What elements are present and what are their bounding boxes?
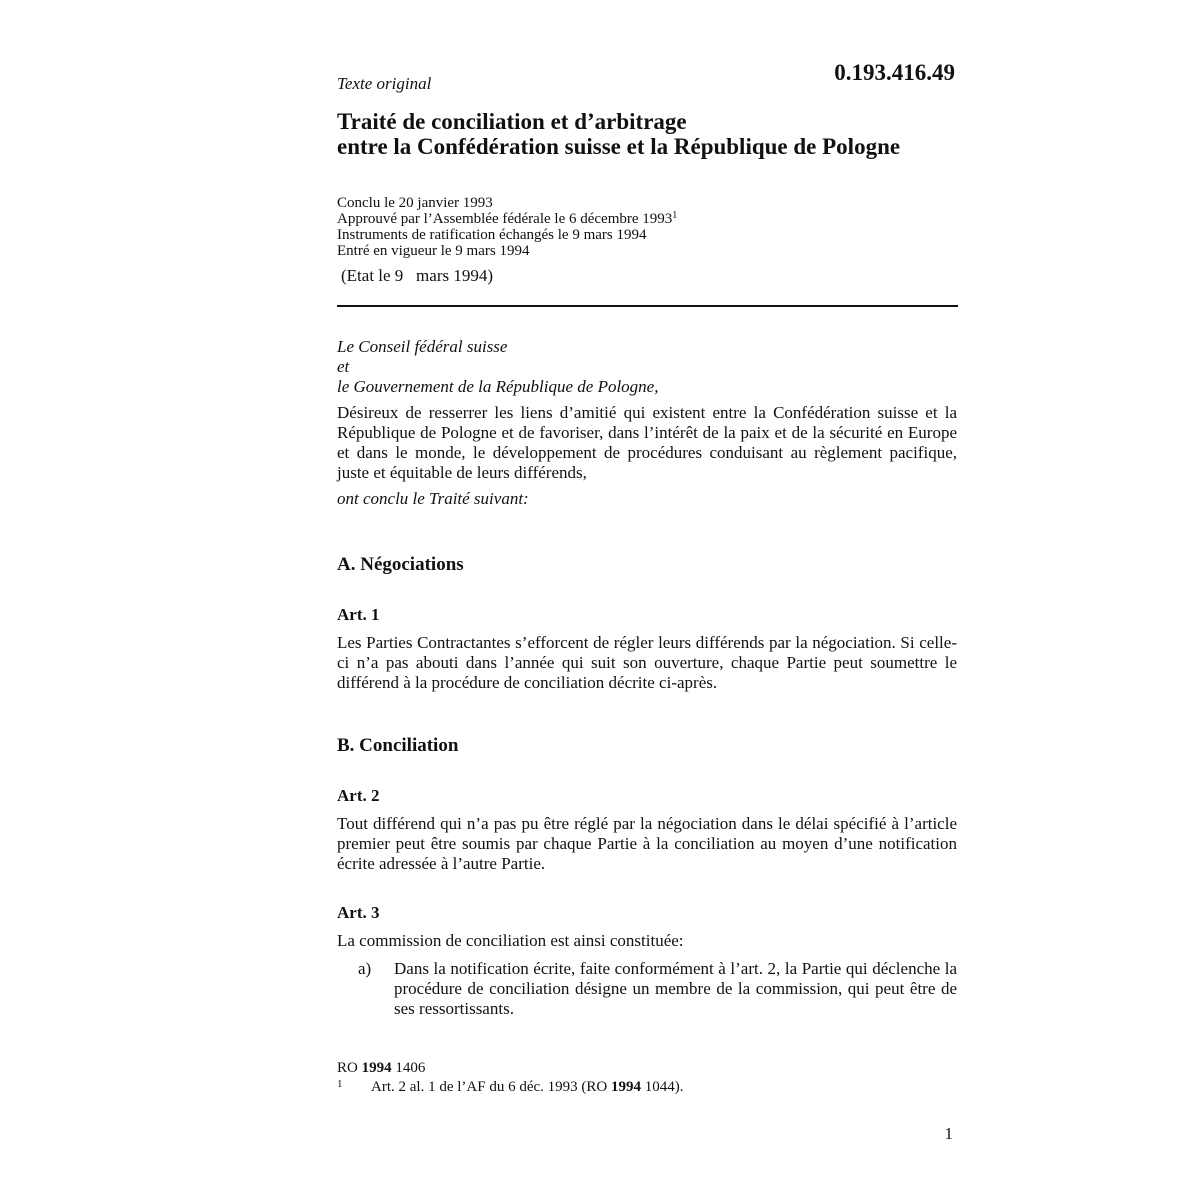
header-divider xyxy=(337,305,958,307)
preamble-body: Désireux de resserrer les liens d’amitié qui existent entre la Confédération suisse et la République de Pologne et de favoriser, dans l’intérêt de la paix et de la sécurité en Europe et dans le monde, le développement de procédures conduisant au règlement pacifique, juste et équitable de leurs différends, xyxy=(337,403,957,482)
article-2-heading: Art. 2 xyxy=(337,786,380,805)
article-1-text: Les Parties Contractantes s’efforcent de régler leurs différends par la négociation. Si celle-ci n’a pas abouti dans l’année qui suit son ouverture, chaque Partie peut soumettre le différend à la procédure de conciliation décrite ci-après. xyxy=(337,633,957,692)
section-a-heading: A. Négociations xyxy=(337,554,464,575)
footnote-1-text-part-b: 1044). xyxy=(644,1079,684,1095)
ro-page: 1406 xyxy=(395,1060,426,1076)
title-line-2: entre la Confédération suisse et la République de Pologne xyxy=(337,134,901,159)
ro-year: 1994 xyxy=(361,1060,392,1076)
sr-number: 0.193.416.49 xyxy=(834,60,955,85)
party-poland: le Gouvernement de la République de Pologne, xyxy=(337,377,659,396)
footnote-1-year: 1994 xyxy=(610,1079,641,1095)
party-swiss: Le Conseil fédéral suisse xyxy=(337,337,508,356)
preamble xyxy=(337,337,957,509)
article-3-intro: La commission de conciliation est ainsi constituée: xyxy=(337,931,684,950)
page-number: 1 xyxy=(944,1124,953,1143)
list-item-text: Dans la notification écrite, faite conformément à l’art. 2, la Partie qui déclenche la procédure de conciliation désigne un membre de la commission, qui peut être de ses ressortissants. xyxy=(394,959,957,1018)
article-1-heading: Art. 1 xyxy=(337,605,380,624)
treaty-title xyxy=(337,109,977,159)
footnote-ref-1[interactable]: 1 xyxy=(672,210,678,221)
title-line-1: Traité de conciliation et d’arbitrage xyxy=(337,109,687,134)
footnotes xyxy=(337,1059,683,1097)
preamble-closing: ont conclu le Traité suivant: xyxy=(337,489,529,508)
article-3-heading: Art. 3 xyxy=(337,903,380,922)
footnote-1 xyxy=(337,1078,683,1097)
party-conjunction: et xyxy=(337,357,350,376)
original-text-label: Texte original xyxy=(337,74,432,93)
footnote-1-number: 1 xyxy=(337,1078,343,1090)
article-2-text: Tout différend qui n’a pas pu être réglé par la négociation dans le délai spécifié à l’article premier peut être soumis par chaque Partie à la conciliation au moyen d’une notification écrite adressée à l’autre Partie. xyxy=(337,814,957,873)
treaty-metadata xyxy=(337,195,677,259)
approved-date: Approuvé par l’Assemblée fédérale le 6 décembre 1993 xyxy=(337,211,673,227)
status-date: (Etat le 9 mars 1994) xyxy=(341,266,494,285)
concluded-date: Conclu le 20 janvier 1993 xyxy=(337,195,493,211)
official-compilation-ref xyxy=(337,1059,683,1078)
approved-line xyxy=(337,211,677,227)
entry-into-force-date: Entré en vigueur le 9 mars 1994 xyxy=(337,243,530,259)
ratification-date: Instruments de ratification échangés le 9 mars 1994 xyxy=(337,227,647,243)
ro-prefix: RO xyxy=(337,1060,358,1076)
list-marker: a) xyxy=(358,959,372,978)
section-b-heading: B. Conciliation xyxy=(337,735,459,756)
footnote-1-text xyxy=(371,1079,683,1095)
article-3-item-a xyxy=(337,959,957,1019)
footnote-1-text-part-a: Art. 2 al. 1 de l’AF du 6 déc. 1993 (RO xyxy=(371,1079,608,1095)
